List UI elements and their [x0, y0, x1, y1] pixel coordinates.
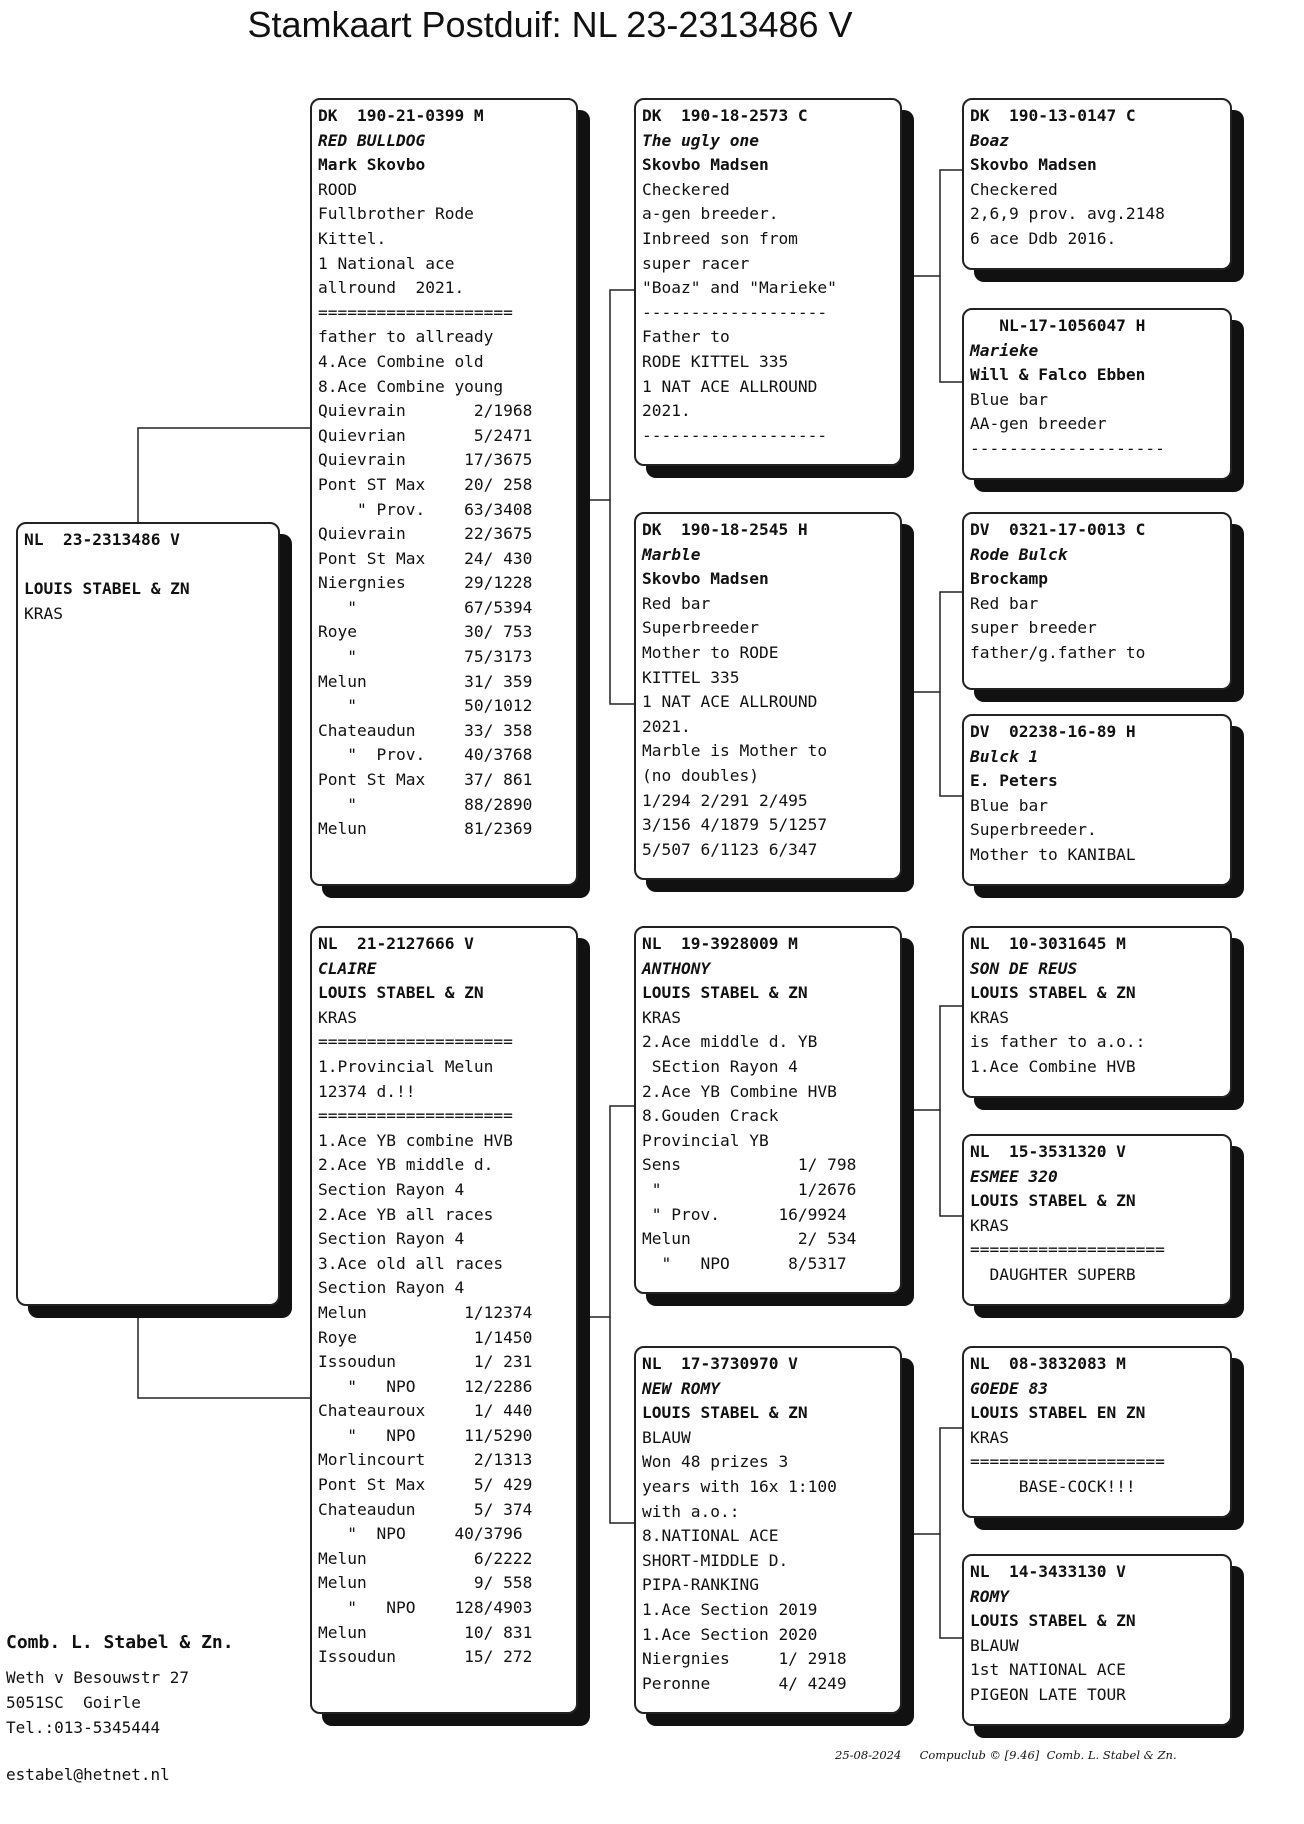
- card-line: BASE-COCK!!!: [970, 1476, 1136, 1496]
- card-line: 2021.: [642, 401, 691, 421]
- card-line: Peronne 4/ 4249: [642, 1673, 847, 1693]
- card-line: LOUIS STABEL & ZN: [970, 1191, 1136, 1211]
- card-line: Inbreed son from: [642, 228, 798, 248]
- card-line: is father to a.o.:: [970, 1032, 1146, 1052]
- card-line: years with 16x 1:100: [642, 1476, 837, 1496]
- card-line: KRAS: [970, 1215, 1009, 1235]
- card-line: Melun 10/ 831: [318, 1622, 533, 1642]
- card-line: 6 ace Ddb 2016.: [970, 228, 1117, 248]
- card-line: -------------------: [642, 302, 828, 322]
- card-line: 4.Ace Combine old: [318, 351, 484, 371]
- ring-number: NL 15-3531320 V: [970, 1142, 1126, 1161]
- print-footer: 25-08-2024 Compuclub © [9.46] Comb. L. Stabel & Zn.: [835, 1748, 1177, 1762]
- card-line: allround 2021.: [318, 278, 465, 298]
- card-line: ====================: [970, 1452, 1165, 1472]
- card-line: 2.Ace middle d. YB: [642, 1032, 818, 1052]
- card-line: LOUIS STABEL & ZN: [642, 1403, 808, 1423]
- pigeon-name: The ugly one: [642, 130, 759, 150]
- page-title: Stamkaart Postduif: NL 23-2313486 V: [247, 4, 853, 45]
- card-line: 1/294 2/291 2/495: [642, 790, 808, 810]
- card-line: Section Rayon 4: [318, 1179, 465, 1199]
- card-line: 1.Ace YB combine HVB: [318, 1130, 513, 1150]
- ring-number: NL 08-3832083 M: [970, 1354, 1126, 1373]
- ring-number: DK 190-13-0147 C: [970, 106, 1136, 125]
- card-line: " 88/2890: [318, 794, 533, 814]
- card-line: 2.Ace YB middle d.: [318, 1155, 494, 1175]
- card-line: "Boaz" and "Marieke": [642, 278, 837, 298]
- ring-number: NL 10-3031645 M: [970, 934, 1126, 953]
- pigeon-name: ROMY: [970, 1586, 1009, 1606]
- card-line: LOUIS STABEL & ZN: [642, 983, 808, 1003]
- pigeon-name: GOEDE 83: [970, 1378, 1048, 1398]
- card-line: ====================: [318, 302, 513, 322]
- ring-number: NL-17-1056047 H: [970, 316, 1146, 335]
- card-line: Mother to KANIBAL: [970, 844, 1136, 864]
- card-line: " Prov. 16/9924: [642, 1204, 847, 1224]
- card-line: Skovbo Madsen: [970, 155, 1097, 175]
- ring-number: DK 190-18-2545 H: [642, 520, 808, 539]
- mother-dam-card: [634, 1346, 902, 1714]
- card-line: " NPO 8/5317: [642, 1253, 847, 1273]
- card-line: KRAS: [24, 603, 63, 623]
- card-line: BLAUW: [970, 1635, 1019, 1655]
- card-line: KITTEL 335: [642, 667, 740, 687]
- card-line: a-gen breeder.: [642, 204, 779, 224]
- ring-number: DK 190-18-2573 C: [642, 106, 808, 125]
- card-line: Pont St Max 24/ 430: [318, 548, 533, 568]
- card-line: Chateauroux 1/ 440: [318, 1401, 533, 1421]
- card-line: Quievrain 2/1968: [318, 401, 533, 421]
- card-line: Chateaudun 33/ 358: [318, 720, 533, 740]
- card-line: " NPO 128/4903: [318, 1598, 533, 1618]
- card-line: Melun 1/12374: [318, 1302, 533, 1322]
- card-line: (no doubles): [642, 765, 759, 785]
- card-line: 1 National ace: [318, 253, 455, 273]
- card-line: super breeder: [970, 618, 1097, 638]
- card-line: Mark Skovbo: [318, 155, 426, 175]
- card-line: Melun 31/ 359: [318, 671, 533, 691]
- card-line: BLAUW: [642, 1427, 691, 1447]
- card-line: 2.Ace YB all races: [318, 1204, 494, 1224]
- ring-number: NL 14-3433130 V: [970, 1562, 1126, 1581]
- father-sire-card: [634, 98, 902, 466]
- subject-card: [16, 522, 280, 1306]
- ring-number: NL 19-3928009 M: [642, 934, 798, 953]
- card-line: LOUIS STABEL & ZN: [318, 983, 484, 1003]
- mother-card: [310, 926, 578, 1714]
- card-line: Melun 81/2369: [318, 819, 533, 839]
- father-dam-card: [634, 512, 902, 880]
- pigeon-name: Rode Bulck: [970, 544, 1068, 564]
- card-line: 1.Ace Combine HVB: [970, 1056, 1136, 1076]
- card-line: Provincial YB: [642, 1130, 769, 1150]
- card-line: SEction Rayon 4: [642, 1056, 798, 1076]
- card-line: Issoudun 15/ 272: [318, 1647, 533, 1667]
- card-line: Red bar: [970, 593, 1039, 613]
- card-line: 1 NAT ACE ALLROUND: [642, 376, 818, 396]
- mf-sire-card: [962, 926, 1232, 1098]
- card-line: " Prov. 40/3768: [318, 745, 533, 765]
- card-line: LOUIS STABEL & ZN: [970, 1611, 1136, 1631]
- card-line: father/g.father to: [970, 642, 1146, 662]
- card-line: " 67/5394: [318, 597, 533, 617]
- ff-sire-card: [962, 98, 1232, 270]
- pigeon-name: ESMEE 320: [970, 1166, 1058, 1186]
- owner-name: Comb. L. Stabel & Zn.: [6, 1632, 234, 1653]
- card-line: Won 48 prizes 3: [642, 1452, 789, 1472]
- card-line: Quievrain 17/3675: [318, 450, 533, 470]
- card-line: Fullbrother Rode: [318, 204, 474, 224]
- card-line: Roye 1/1450: [318, 1327, 533, 1347]
- card-line: Pont St Max 37/ 861: [318, 770, 533, 790]
- mm-dam-card: [962, 1554, 1232, 1726]
- card-line: 2,6,9 prov. avg.2148: [970, 204, 1165, 224]
- card-line: super racer: [642, 253, 750, 273]
- ring-number: NL 21-2127666 V: [318, 934, 474, 953]
- card-line: 2021.: [642, 716, 691, 736]
- card-line: 3.Ace old all races: [318, 1253, 504, 1273]
- card-line: 3/156 4/1879 5/1257: [642, 815, 828, 835]
- fm-dam-card: [962, 714, 1232, 886]
- ring-number: NL 23-2313486 V: [24, 530, 180, 549]
- card-line: LOUIS STABEL & ZN: [24, 579, 190, 599]
- ff-dam-card: [962, 308, 1232, 480]
- card-line: " NPO 11/5290: [318, 1425, 533, 1445]
- card-line: Brockamp: [970, 569, 1048, 589]
- card-line: with a.o.:: [642, 1501, 740, 1521]
- address-line: 5051SC Goirle: [6, 1693, 141, 1712]
- card-line: 1.Ace Section 2019: [642, 1599, 818, 1619]
- pigeon-name: Marble: [642, 544, 701, 564]
- card-line: 2.Ace YB Combine HVB: [642, 1081, 837, 1101]
- father-card: [310, 98, 578, 886]
- card-line: Mother to RODE: [642, 642, 779, 662]
- card-line: " 75/3173: [318, 647, 533, 667]
- ring-number: DV 0321-17-0013 C: [970, 520, 1146, 539]
- pigeon-name: RED BULLDOG: [318, 130, 426, 150]
- card-line: Niergnies 29/1228: [318, 573, 533, 593]
- card-line: Checkered: [970, 179, 1058, 199]
- card-line: Melun 2/ 534: [642, 1229, 857, 1249]
- card-line: -------------------: [642, 425, 828, 445]
- card-line: Quievrian 5/2471: [318, 425, 533, 445]
- card-line: Skovbo Madsen: [642, 569, 769, 589]
- card-line: Section Rayon 4: [318, 1278, 465, 1298]
- card-line: Marble is Mother to: [642, 741, 828, 761]
- card-line: Melun 6/2222: [318, 1548, 533, 1568]
- card-line: [24, 553, 272, 578]
- pigeon-name: Boaz: [970, 130, 1009, 150]
- ring-number: NL 17-3730970 V: [642, 1354, 798, 1373]
- owner-email: estabel@hetnet.nl: [6, 1765, 170, 1784]
- card-line: 1st NATIONAL ACE: [970, 1660, 1126, 1680]
- card-line: KRAS: [642, 1007, 681, 1027]
- card-line: Skovbo Madsen: [642, 155, 769, 175]
- card-line: Superbreeder.: [970, 820, 1097, 840]
- owner-address-block: [6, 1580, 234, 1812]
- card-line: 1.Ace Section 2020: [642, 1624, 818, 1644]
- card-line: 1.Provincial Melun: [318, 1056, 494, 1076]
- card-line: " Prov. 63/3408: [318, 499, 533, 519]
- ring-number: DK 190-21-0399 M: [318, 106, 484, 125]
- card-line: Melun 9/ 558: [318, 1573, 533, 1593]
- card-line: Morlincourt 2/1313: [318, 1450, 533, 1470]
- card-line: LOUIS STABEL & ZN: [970, 983, 1136, 1003]
- card-line: 12374 d.!!: [318, 1081, 416, 1101]
- card-line: E. Peters: [970, 771, 1058, 791]
- card-line: Blue bar: [970, 389, 1048, 409]
- card-line: 5/507 6/1123 6/347: [642, 839, 818, 859]
- pigeon-name: Bulck 1: [970, 746, 1039, 766]
- pigeon-name: SON DE REUS: [970, 958, 1078, 978]
- mf-dam-card: [962, 1134, 1232, 1306]
- card-line: LOUIS STABEL EN ZN: [970, 1403, 1146, 1423]
- card-line: Sens 1/ 798: [642, 1155, 857, 1175]
- card-line: Pont St Max 5/ 429: [318, 1475, 533, 1495]
- card-line: Pont ST Max 20/ 258: [318, 474, 533, 494]
- address-line: Weth v Besouwstr 27: [6, 1668, 190, 1687]
- card-line: 1 NAT ACE ALLROUND: [642, 692, 818, 712]
- card-line: PIGEON LATE TOUR: [970, 1684, 1126, 1704]
- card-line: Kittel.: [318, 228, 387, 248]
- card-line: 8.Gouden Crack: [642, 1106, 779, 1126]
- card-line: KRAS: [970, 1007, 1009, 1027]
- mother-sire-card: [634, 926, 902, 1294]
- pigeon-name: ANTHONY: [642, 958, 711, 978]
- card-line: PIPA-RANKING: [642, 1575, 759, 1595]
- card-line: Roye 30/ 753: [318, 622, 533, 642]
- pigeon-name: CLAIRE: [318, 958, 377, 978]
- card-line: KRAS: [970, 1427, 1009, 1447]
- card-line: Blue bar: [970, 795, 1048, 815]
- card-line: Issoudun 1/ 231: [318, 1352, 533, 1372]
- card-line: ====================: [318, 1106, 513, 1126]
- card-line: " NPO 40/3796: [318, 1524, 523, 1544]
- card-line: " 1/2676: [642, 1179, 857, 1199]
- card-line: Section Rayon 4: [318, 1229, 465, 1249]
- card-line: DAUGHTER SUPERB: [970, 1264, 1136, 1284]
- card-line: " NPO 12/2286: [318, 1376, 533, 1396]
- card-line: 8.Ace Combine young: [318, 376, 504, 396]
- card-line: ====================: [970, 1240, 1165, 1260]
- card-line: --------------------: [970, 438, 1165, 458]
- card-line: Quievrain 22/3675: [318, 524, 533, 544]
- card-line: Niergnies 1/ 2918: [642, 1649, 847, 1669]
- card-line: ROOD: [318, 179, 357, 199]
- ring-number: DV 02238-16-89 H: [970, 722, 1136, 741]
- card-line: Red bar: [642, 593, 711, 613]
- card-line: Superbreeder: [642, 618, 759, 638]
- card-line: " 50/1012: [318, 696, 533, 716]
- card-line: ====================: [318, 1032, 513, 1052]
- card-line: RODE KITTEL 335: [642, 351, 789, 371]
- card-line: Checkered: [642, 179, 730, 199]
- card-line: Will & Falco Ebben: [970, 365, 1146, 385]
- card-line: father to allready: [318, 327, 494, 347]
- card-line: AA-gen breeder: [970, 414, 1107, 434]
- address-line: Tel.:013-5345444: [6, 1718, 161, 1737]
- card-line: Father to: [642, 327, 730, 347]
- pigeon-name: Marieke: [970, 340, 1039, 360]
- fm-sire-card: [962, 512, 1232, 690]
- mm-sire-card: [962, 1346, 1232, 1518]
- pigeon-name: NEW ROMY: [642, 1378, 720, 1398]
- card-line: KRAS: [318, 1007, 357, 1027]
- card-line: SHORT-MIDDLE D.: [642, 1550, 789, 1570]
- card-line: Chateaudun 5/ 374: [318, 1499, 533, 1519]
- card-line: 8.NATIONAL ACE: [642, 1526, 779, 1546]
